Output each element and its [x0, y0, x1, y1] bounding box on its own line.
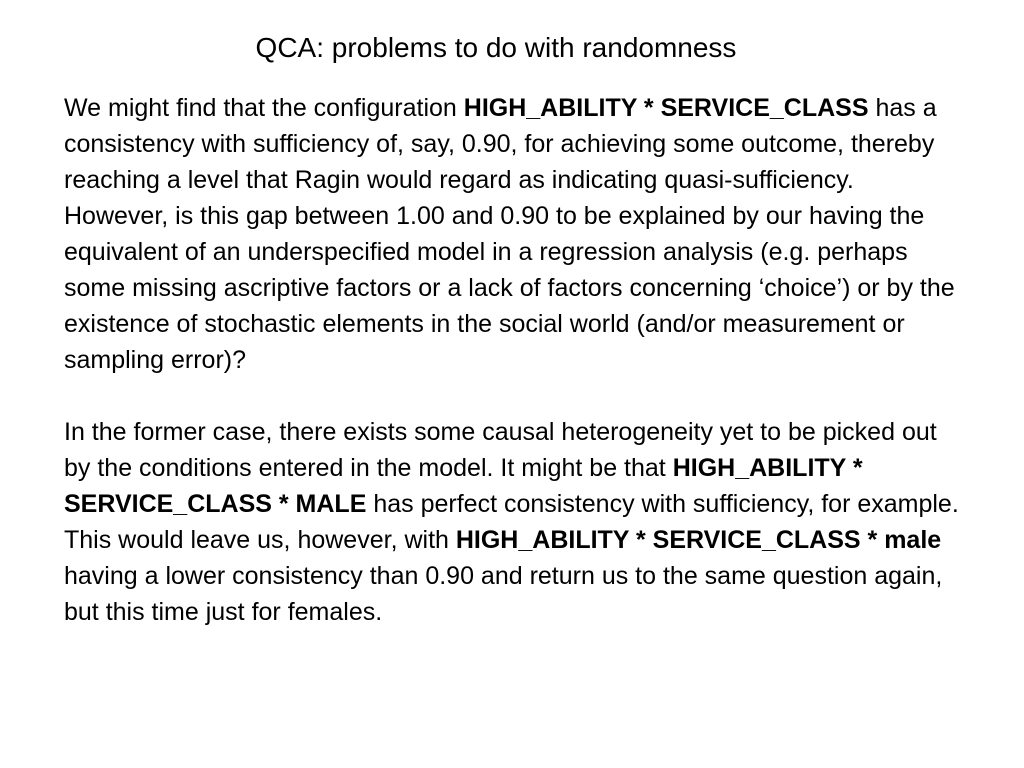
slide-body [64, 90, 964, 630]
configuration-term-male: HIGH_ABILITY * SERVICE_CLASS * MALE [64, 454, 863, 518]
paragraph-2-text-2: has perfect consistency with sufficiency, for example. This would leave us, however, with [64, 490, 959, 554]
configuration-term-male-lowercase: HIGH_ABILITY * SERVICE_CLASS * male [455, 526, 942, 554]
paragraph-configuration-consistency [64, 90, 964, 378]
slide-title: QCA: problems to do with randomness [255, 32, 737, 63]
configuration-term-high-ability-service-class: HIGH_ABILITY * SERVICE_CLASS [463, 94, 869, 122]
paragraph-1-text-1: We might find that the configuration [64, 94, 464, 122]
paragraph-1-text-2: has a consistency with sufficiency of, say, 0.90, for achieving some outcome, thereby reaching a level that Ragin would regard as indicating quasi-sufficiency. However, is this gap between 1.00 and 0.90 to be explained by our having the equivalent of an underspecified model in a regression analysis (e.g. perhaps some missing ascriptive factors or a lack of factors concerning ‘choice’) or by the existence of stochastic elements in the social world (and/or measurement or sampling error)? [64, 94, 955, 374]
paragraph-2-text-1: In the former case, there exists some causal heterogeneity yet to be picked out by the conditions entered in the model. It might be that [64, 418, 937, 482]
paragraph-2-text-3: having a lower consistency than 0.90 and return us to the same question again, but this time just for females. [64, 562, 943, 626]
paragraph-causal-heterogeneity [64, 414, 964, 630]
